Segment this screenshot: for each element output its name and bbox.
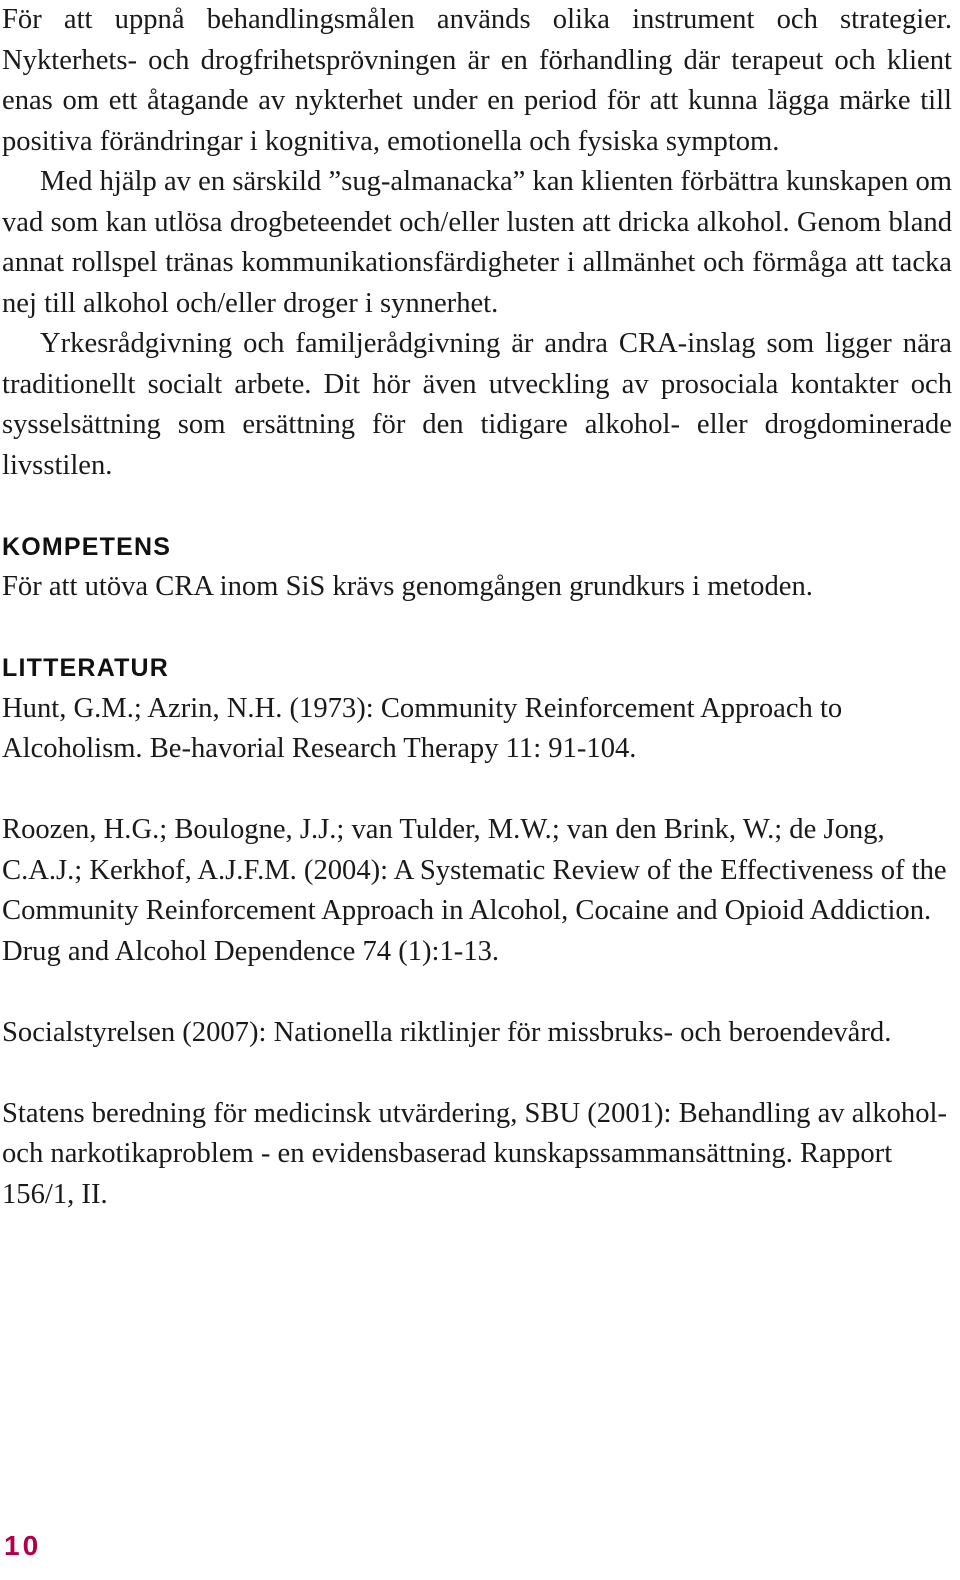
page-number: 10: [4, 1530, 42, 1561]
reference-item: Hunt, G.M.; Azrin, N.H. (1973): Community Reinforcement Approach to Alcoholism. Be-havorial Research Therapy 11: 91-104.: [2, 692, 843, 764]
document-page: [2, 0, 952, 1256]
section-spacer: [2, 608, 952, 649]
kompetens-heading: KOMPETENS: [2, 532, 172, 561]
section-spacer: [2, 486, 952, 527]
reference-item: Socialstyrelsen (2007): Nationella riktlinjer för missbruks- och beroendevård.: [2, 1016, 892, 1048]
body-paragraph-1: För att uppnå behandlingsmålen används olika instrument och strategier. Nykterhets- och drogfrihetsprövningen är en förhandling där terapeut och klient enas om ett åtagande av nykterhet under en period för att kunna lägga märke till positiva förändringar i kognitiva, emotionella och fysiska symptom.: [2, 4, 952, 157]
body-paragraph-2: Med hjälp av en särskild ”sug-almanacka” kan klienten förbättra kunskapen om vad som kan utlösa drogbeteendet och/eller lusten att dricka alkohol. Genom bland annat rollspel tränas kommunikationsfärdigheter i allmänhet och förmåga att tacka nej till alkohol och/eller droger i synnerhet.: [2, 166, 952, 319]
reference-item: Statens beredning för medicinsk utvärdering, SBU (2001): Behandling av alkohol- och narkotikaproblem - en evidensbaserad kunskapssammansättning. Rapport 156/1, II.: [2, 1097, 947, 1210]
reference-item: Roozen, H.G.; Boulogne, J.J.; van Tulder, M.W.; van den Brink, W.; de Jong, C.A.J.; Kerkhof, A.J.F.M. (2004): A Systematic Review of the Effectiveness of the Community Reinforcement Approach in Alcohol, Cocaine and Opioid Addiction. Drug and Alcohol Dependence 74 (1):1-13.: [2, 814, 947, 967]
body-paragraph-3: Yrkesrådgivning och familjerådgivning är andra CRA-inslag som ligger nära traditionellt socialt arbete. Dit hör även utveckling av prosociala kontakter och sysselsättning som ersättning för den tidigare alkohol- eller drogdominerade livsstilen.: [2, 328, 952, 481]
kompetens-text: För att utöva CRA inom SiS krävs genomgången grundkurs i metoden.: [2, 571, 813, 602]
litteratur-heading: LITTERATUR: [2, 654, 170, 682]
